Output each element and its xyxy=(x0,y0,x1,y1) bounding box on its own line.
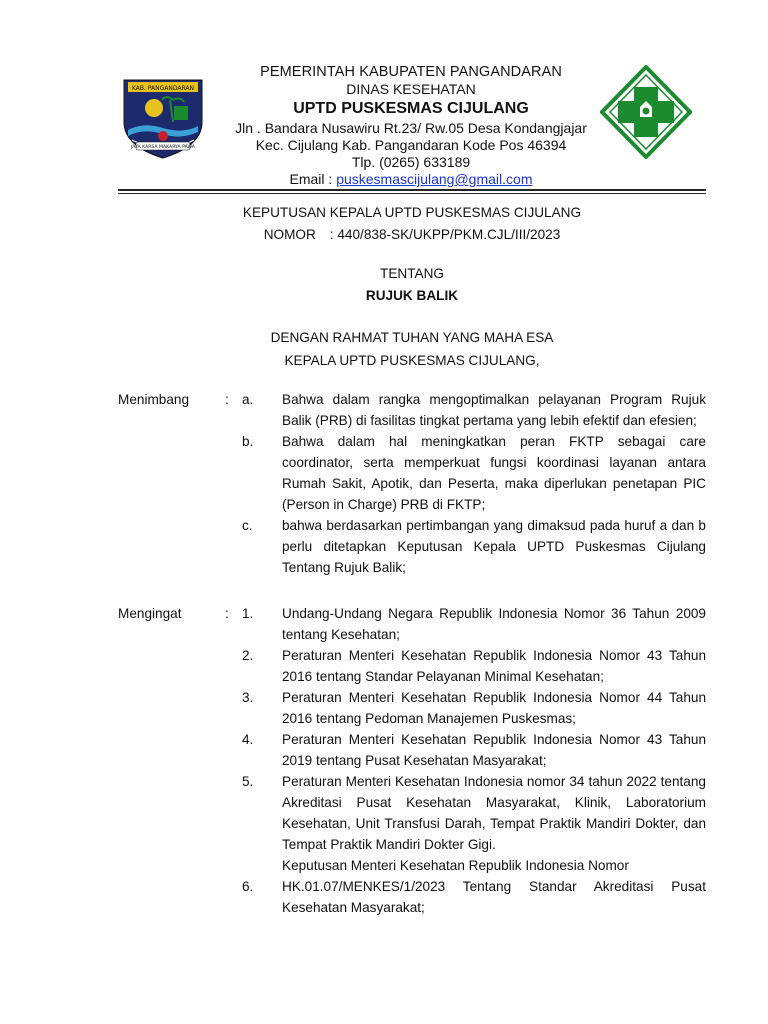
decree-subject: RUJUK BALIK xyxy=(365,288,459,303)
mengingat-colon: : xyxy=(225,606,229,621)
nomor-label: NOMOR xyxy=(263,227,316,242)
gov-name: PEMERINTAH KABUPATEN PANGANDARAN xyxy=(260,64,562,80)
emblem-banner-text: KAB. PANGANDARAN xyxy=(131,85,195,92)
list-item: 6. HK.01.07/MENKES/1/2023 Tentang Standar Akreditasi Pusat Kesehatan Masyarakat; xyxy=(242,879,706,915)
list-item: 5. Peraturan Menteri Kesehatan Indonesia nomor 34 tahun 2022 tentang Akreditasi Pusat Kesehatan Masyarakat, Klinik, Laboratorium Kesehatan, Unit Transfusi Darah, Tempat Praktik Mandiri Dokter, dan Tempat Praktik Mandiri Dokter Gigi. xyxy=(242,774,706,852)
emblem-motto-text: JAYA KARSA MAKARYA PAWA xyxy=(131,145,195,150)
nomor-value: : 440/838-SK/UKPP/PKM.CJL/III/2023 xyxy=(329,227,561,242)
dept-name: DINAS KESEHATAN xyxy=(346,81,476,97)
unit-name: UPTD PUSKESMAS CIJULANG xyxy=(293,100,529,117)
list-item: 1. Undang-Undang Negara Republik Indonesia Nomor 36 Tahun 2009 tentang Kesehatan; xyxy=(242,606,706,642)
address-line-1: Jln . Bandara Nusawiru Rt.23/ Rw.05 Desa Kondangjajar xyxy=(235,120,587,136)
list-item: 4. Peraturan Menteri Kesehatan Republik Indonesia Nomor 43 Tahun 2019 tentang Pusat Kesehatan Masyarakat; xyxy=(242,732,706,768)
list-item: b. Bahwa dalam hal meningkatkan peran FKTP sebagai care coordinator, serta memperkuat fungsi koordinasi layanan antara Rumah Sakit, Apotik, dan Peserta, maka diperlukan penetapan PIC (Person in Charge) PRB di FKTP; xyxy=(242,434,706,512)
menimbang-colon: : xyxy=(225,392,229,407)
kepala-line: KEPALA UPTD PUSKESMAS CIJULANG, xyxy=(284,353,540,368)
letterhead xyxy=(220,64,602,188)
email-line xyxy=(220,171,602,188)
rahmat-line: DENGAN RAHMAT TUHAN YANG MAHA ESA xyxy=(270,330,554,345)
header-rule-thick xyxy=(118,189,706,191)
list-item: 3. Peraturan Menteri Kesehatan Republik Indonesia Nomor 44 Tahun 2016 tentang Pedoman Manajemen Puskesmas; xyxy=(242,690,706,726)
menimbang-label: Menimbang xyxy=(118,392,190,407)
header-rule-thin xyxy=(118,193,706,194)
address-line-2: Kec. Cijulang Kab. Pangandaran Kode Pos 46394 xyxy=(255,137,567,153)
decree-number xyxy=(118,227,706,242)
email-link[interactable]: puskesmascijulang@gmail.com xyxy=(336,171,533,187)
email-label: Email : xyxy=(289,171,337,187)
puskesmas-logo-icon xyxy=(600,65,692,159)
list-item: 2. Peraturan Menteri Kesehatan Republik Indonesia Nomor 43 Tahun 2016 tentang Standar Pelayanan Minimal Kesehatan; xyxy=(242,648,706,684)
regency-emblem-icon xyxy=(118,70,208,160)
list-item: a. Bahwa dalam rangka mengoptimalkan pelayanan Program Rujuk Balik (PRB) di fasilitas tingkat pertama yang lebih efektif dan efesien; xyxy=(242,392,706,428)
list-item: c. bahwa berdasarkan pertimbangan yang dimaksud pada huruf a dan b perlu ditetapkan Keputusan Kepala UPTD Puskesmas Cijulang Tentang Rujuk Balik; xyxy=(242,518,706,575)
list-item: Keputusan Menteri Kesehatan Republik Indonesia Nomor xyxy=(282,858,629,873)
phone: Tlp. (0265) 633189 xyxy=(351,154,471,170)
decree-title: KEPUTUSAN KEPALA UPTD PUSKESMAS CIJULANG xyxy=(242,205,582,220)
tentang-heading: TENTANG xyxy=(380,266,444,281)
mengingat-label: Mengingat xyxy=(118,606,182,621)
